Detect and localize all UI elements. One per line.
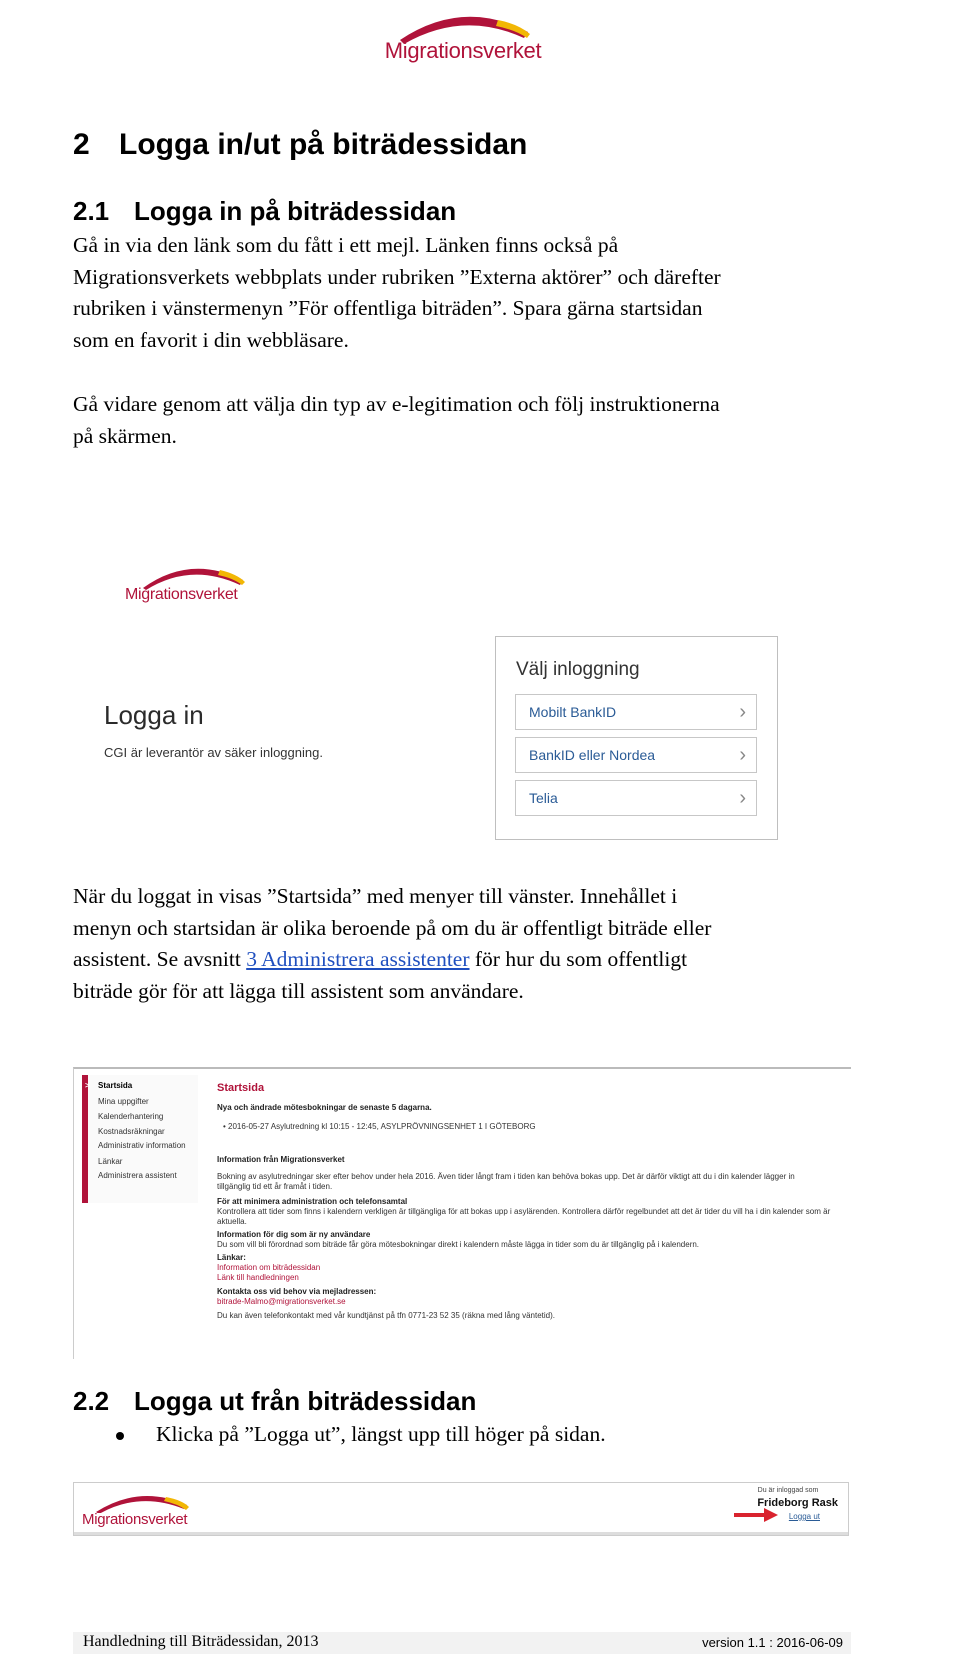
menu-item-startsida[interactable]: > Startsida	[98, 1081, 132, 1090]
content-line: Nya och ändrade mötesbokningar de senaste 5 dagarna.	[217, 1103, 432, 1112]
text-line: Migrationsverkets webbplats under rubriken ”Externa aktörer” och därefter	[73, 264, 721, 289]
menu-item-lankar[interactable]: Länkar	[98, 1157, 123, 1166]
content-line: tillgänglig tid ett år framåt i tiden.	[217, 1182, 333, 1191]
text-segment: assistent. Se avsnitt	[73, 947, 247, 971]
content-line: Du som vill bli förordnad som biträde får göra mötesbokningar direkt i kalendern måste lägga in tider som du är tillgänglig på i kalendern.	[217, 1240, 700, 1249]
option-mobilt-bankid[interactable]	[515, 694, 757, 730]
content-line: aktuella.	[217, 1217, 247, 1226]
content-line: Kontrollera att tider som finns i kalendern verkligen är tillgängliga för att bokas upp i asylärenden. Kontrollera därför regelbundet att det är tider du vill ha i din kalender som är	[217, 1207, 831, 1216]
content-line: För att minimera administration och telefonsamtal	[217, 1197, 408, 1206]
logo-wordmark: Migrationsverket	[82, 1511, 188, 1528]
paragraph-e-legitimation	[73, 389, 873, 452]
section-heading-2-1	[73, 196, 456, 227]
option-bankid-nordea[interactable]	[515, 737, 757, 773]
content-line: Bokning av asylutredningar sker efter behov under hela 2016. Även tider långt fram i tiden kan behöva bokas upp. Det är därför viktigt att du i din kalender lägger in	[217, 1172, 795, 1181]
migrationsverket-logo	[378, 4, 548, 64]
content-line: • 2016-05-27 Asylutredning kl 10:15 - 12:45, ASYLPRÖVNINGSENHET 1 I GÖTEBORG	[223, 1122, 536, 1131]
link-information-bitradessidan[interactable]: Information om biträdessidan	[217, 1263, 321, 1272]
chapter-number: 2	[73, 128, 90, 161]
chapter-heading	[73, 128, 527, 162]
link-administrera-assistenter[interactable]: 3 Administrera assistenter	[246, 947, 470, 971]
header-migrationsverket-logo	[82, 1487, 202, 1531]
header-screenshot	[73, 1482, 849, 1536]
menu-item-kostnadsrakningar[interactable]: Kostnadsräkningar	[98, 1127, 165, 1136]
chapter-title: Logga in/ut på biträdessidan	[119, 128, 528, 161]
logged-in-user: Frideborg Rask	[757, 1497, 838, 1509]
bullet-item: Klicka på ”Logga ut”, längst upp till höger på sidan.	[156, 1422, 606, 1446]
text-line: Gå in via den länk som du fått i ett mejl. Länken finns också på	[73, 233, 619, 257]
chevron-right-icon: ›	[739, 701, 746, 723]
section-title: Logga in på biträdessidan	[134, 196, 457, 226]
login-migrationsverket-logo	[125, 558, 260, 608]
paragraph-login-intro	[73, 230, 873, 356]
arrow-right-icon	[734, 1508, 778, 1522]
content-line: Kontakta oss vid behov via mejladressen:	[217, 1287, 377, 1296]
chevron-right-icon: ›	[739, 744, 746, 766]
startsida-screenshot	[73, 1067, 851, 1359]
content-line: Du kan även telefonkontakt med vår kundtjänst på tfn 0771-23 52 35 (räkna med lång väntetid).	[217, 1311, 555, 1320]
logo-wordmark: Migrationsverket	[125, 586, 238, 603]
text-line: menyn och startsidan är olika beroende på om du är offentligt biträde eller	[73, 915, 712, 940]
chevron-right-icon: ›	[739, 787, 746, 809]
section-title: Logga ut från biträdessidan	[134, 1386, 477, 1416]
page-footer	[73, 1632, 851, 1654]
menu-item-administrativ-information[interactable]: Administrativ information	[98, 1141, 186, 1150]
menu-item-kalenderhantering[interactable]: Kalenderhantering	[98, 1112, 164, 1121]
choose-login-title: Välj inloggning	[516, 659, 640, 680]
login-subtitle: CGI är leverantör av säker inloggning.	[104, 745, 323, 760]
text-line: rubriken i vänstermenyn ”För offentliga biträden”. Spara gärna startsidan	[73, 296, 703, 320]
paragraph-startsida	[73, 881, 883, 1007]
footer-version: version 1.1 : 2016-06-09	[702, 1635, 843, 1650]
login-title: Logga in	[104, 700, 204, 730]
content-line: Information för dig som är ny användare	[217, 1230, 371, 1239]
content-line: Länkar:	[217, 1253, 246, 1262]
option-telia[interactable]	[515, 780, 757, 816]
text-line: som en favorit i din webbläsare.	[73, 327, 349, 352]
option-label: Telia	[529, 790, 558, 806]
text-line: När du loggat in visas ”Startsida” med menyer till vänster. Innehållet i	[73, 884, 678, 908]
logo-wordmark: Migrationsverket	[384, 38, 542, 63]
choose-login-panel	[495, 636, 778, 840]
option-label: Mobilt BankID	[529, 704, 617, 720]
section-number: 2.1	[73, 196, 110, 226]
text-segment: för hur du som offentligt	[469, 947, 688, 971]
text-line	[73, 944, 883, 976]
logout-link[interactable]: Logga ut	[788, 1512, 820, 1521]
logged-in-label: Du är inloggad som	[757, 1487, 819, 1494]
startsida-title: Startsida	[217, 1082, 265, 1094]
text-line: biträde gör för att lägga till assistent som användare.	[73, 978, 524, 1003]
menu-item-administrera-assistent[interactable]: Administrera assistent	[98, 1171, 177, 1180]
section-heading-2-2	[73, 1386, 476, 1417]
content-line: Information från Migrationsverket	[217, 1155, 345, 1164]
section-number: 2.2	[73, 1386, 110, 1416]
footer-title: Handledning till Biträdessidan, 2013	[83, 1633, 319, 1650]
text-line: på skärmen.	[73, 423, 177, 448]
left-menu	[82, 1075, 198, 1203]
link-handledningen[interactable]: Länk till handledningen	[217, 1273, 299, 1282]
text-line: Gå vidare genom att välja din typ av e-legitimation och följ instruktionerna	[73, 392, 720, 416]
link-email[interactable]: bitrade-Malmo@migrationsverket.se	[217, 1297, 346, 1306]
menu-item-mina-uppgifter[interactable]: Mina uppgifter	[98, 1097, 149, 1106]
bullet-icon	[116, 1432, 124, 1440]
logo-arc-icon	[82, 1487, 202, 1513]
option-label: BankID eller Nordea	[529, 747, 656, 763]
